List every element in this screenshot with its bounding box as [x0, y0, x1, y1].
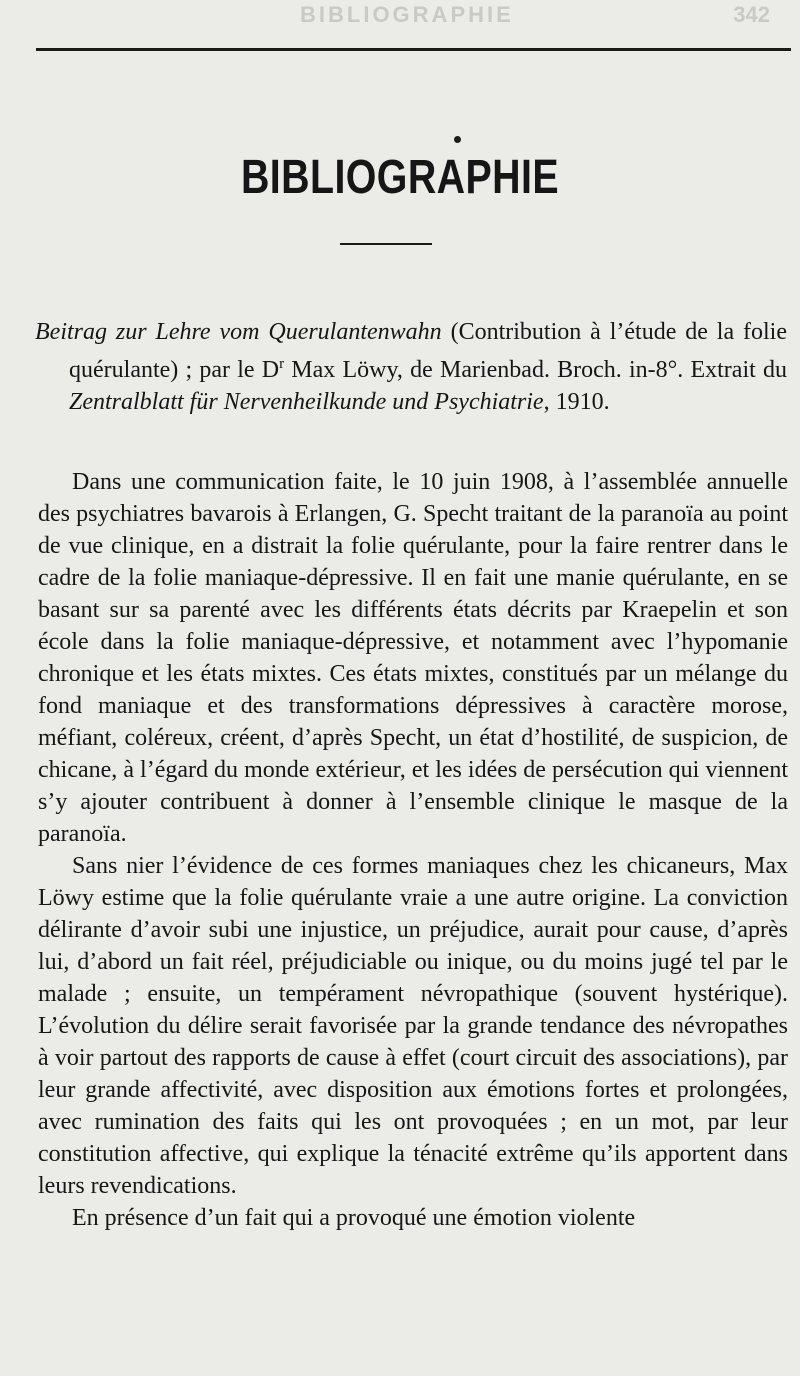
title-rule [340, 243, 432, 245]
reference-details-1: (Contribution à l’étude de la folie quérulante) ; par le D [69, 319, 787, 383]
bibliographic-reference [35, 316, 787, 418]
page-title: BIBLIOGRAPHIE [240, 151, 560, 204]
reference-journal: Zentralblatt für Nervenheilkunde und Psychiatrie [69, 389, 544, 415]
reference-details-2: Max Löwy, de Marienbad. Broch. in-8°. Extrait du [284, 357, 787, 383]
reference-year: , 1910. [543, 389, 610, 415]
paragraph: Sans nier l’évidence de ces formes maniaques chez les chicaneurs, Max Löwy estime que la folie quérulante vraie a une autre origine. La conviction délirante d’avoir subi une injustice, un préjudice, aurait pour cause, d’après lui, d’abord un fait réel, préjudiciable ou inique, ou du moins jugé tel par le malade ; ensuite, un tempérament névropathique (souvent hystérique). L’évolution du délire serait favorisée par la grande tendance des névropathes à voir partout des rapports de cause à effet (court circuit des associations), par leur grande affectivité, avec disposition aux émotions fortes et prolongées, avec rumination des faits qui les ont provoquées ; en un mot, par leur constitution affective, qui explique la ténacité extrême qu’ils apportent dans leurs revendications. [38, 853, 788, 1199]
title-ornament-dot [454, 136, 461, 143]
paragraph: Dans une communication faite, le 10 juin 1908, à l’assemblée annuelle des psychiatres bavarois à Erlangen, G. Specht traitant de la paranoïa au point de vue clinique, en a distrait la folie quérulante, pour la faire rentrer dans le cadre de la folie maniaque-dépressive. Il en fait une manie quérulante, en se basant sur sa parenté avec les différents états décrits par Kraepelin et son école dans la folie maniaque-dépressive, et notamment avec l’hypomanie chronique et les états mixtes. Ces états mixtes, constitués par un mélange du fond maniaque et des transformations dépressives à caractère morose, méfiant, coléreux, créent, d’après Specht, un état d’hostilité, de suspicion, de chicane, à l’égard du monde extérieur, et les idées de persécution qui viennent s’y ajouter contribuent à donner à l’ensemble clinique le masque de la paranoïa. [38, 469, 788, 847]
paragraph: En présence d’un fait qui a provoqué une émotion violente [72, 1205, 636, 1231]
reference-title: Beitrag zur Lehre vom Querulantenwahn [35, 319, 442, 345]
top-rule [36, 48, 791, 51]
running-head: BIBLIOGRAPHIE [300, 2, 514, 27]
page-number: 342 [733, 2, 770, 27]
review-body [38, 466, 788, 1362]
reference-dr-superscript: r [279, 356, 285, 372]
